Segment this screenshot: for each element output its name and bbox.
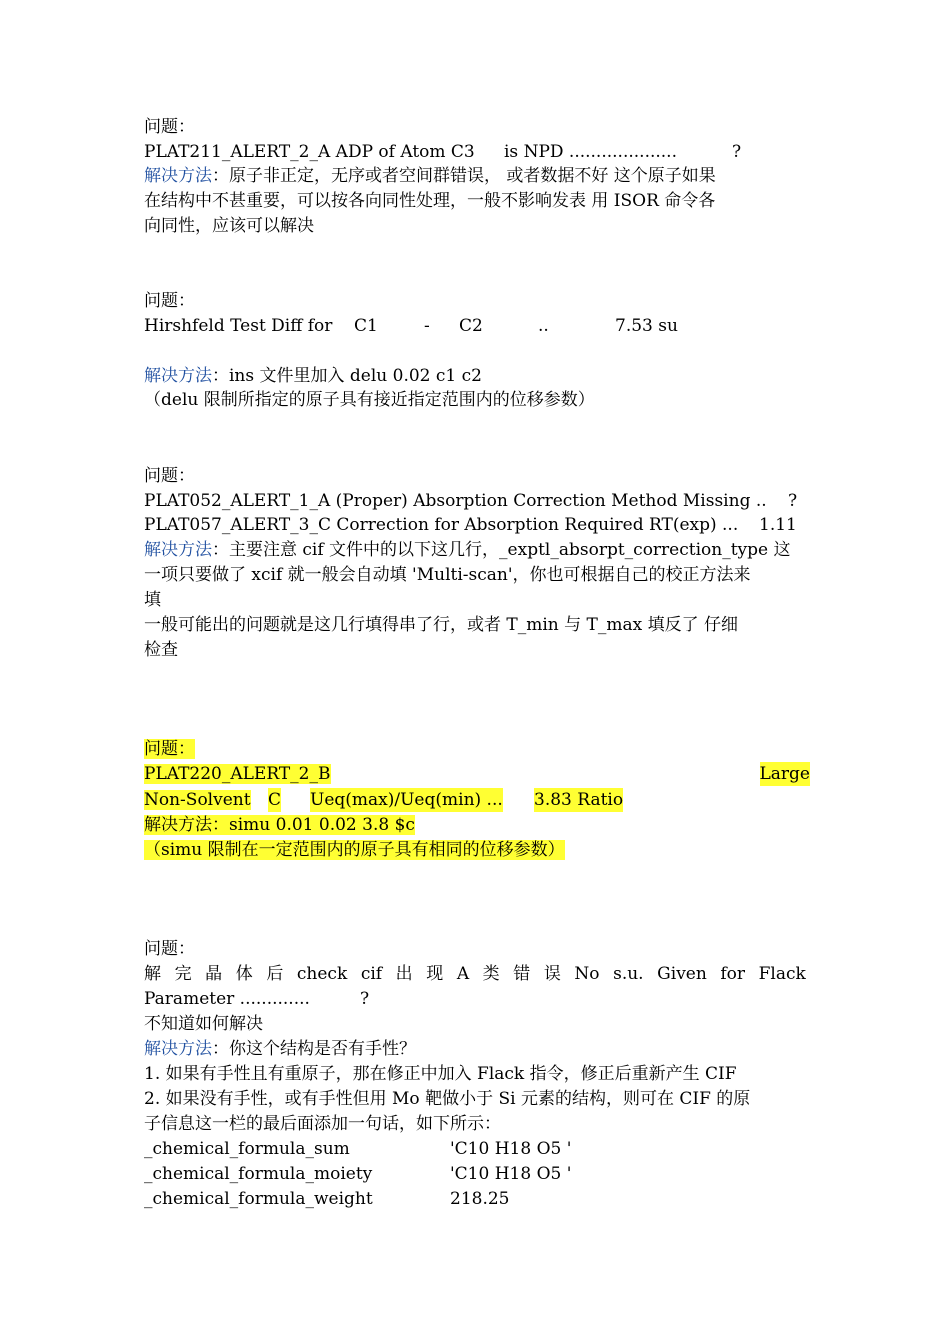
b4-non-solvent: Non-Solvent <box>144 790 251 810</box>
b3-question-label: 问题： <box>144 466 195 486</box>
b3-alert-1 <box>144 489 798 513</box>
b2-col-3: C2 <box>459 316 483 336</box>
b5-formula-row <box>144 1137 572 1161</box>
b3-alert-2 <box>144 513 797 537</box>
b5-unknown-line: 不知道如何解决 <box>144 1014 263 1034</box>
b2-solution-text: ：ins 文件里加入 delu 0.02 c1 c2 <box>212 366 482 386</box>
b4-detail-line <box>144 788 624 812</box>
b1-alert-q: ? <box>732 142 742 162</box>
b3-solution-line-2: 一项只要做了 xcif 就一般会自动填 'Multi-scan'，你也可根据自己的校正方法来 <box>144 565 751 585</box>
b5-formula-value: 'C10 H18 O5 ' <box>450 1164 572 1184</box>
b5-formula-row <box>144 1162 572 1186</box>
b5-formula-key: _chemical_formula_weight <box>144 1189 373 1209</box>
b5-question-line <box>144 962 806 986</box>
b4-ueq: Ueq(max)/Ueq(min) ... <box>310 790 503 810</box>
b5-word: 后 <box>266 964 284 984</box>
b5-parameter-q: ? <box>360 989 370 1009</box>
b2-question-label: 问题： <box>144 291 195 311</box>
b5-word: check <box>296 964 348 984</box>
b3-line-4: 一般可能出的问题就是这几行填得串了行，或者 T_min 与 T_max 填反了 仔细 <box>144 615 739 635</box>
b3-solution-label: 解决方法 <box>144 540 212 560</box>
b3-solution-line-1 <box>144 538 791 562</box>
b1-alert-tail: is NPD .................... <box>504 142 677 162</box>
b4-solution-text: 解决方法：simu 0.01 0.02 3.8 $c <box>144 815 415 835</box>
b5-question-label: 问题： <box>144 939 195 959</box>
b5-item-2: 2. 如果没有手性，或有手性但用 Mo 靶做小于 Si 元素的结构，则可在 CIF 的原 <box>144 1089 751 1109</box>
b5-formula-row <box>144 1187 510 1211</box>
b5-word: s.u. <box>613 964 644 984</box>
b2-solution-line <box>144 364 482 388</box>
b5-formula-key: _chemical_formula_sum <box>144 1139 350 1159</box>
b1-solution-text-1: ：原子非正定，无序或者空间群错误， 或者数据不好 这个原子如果 <box>212 166 716 186</box>
b5-word: 误 <box>543 964 561 984</box>
b5-word: 类 <box>482 964 500 984</box>
b4-atom-c: C <box>268 790 282 810</box>
b5-word: Flack <box>758 964 806 984</box>
b2-hirshfeld-line <box>144 314 678 338</box>
b4-alert-id: PLAT220_ALERT_2_B <box>144 764 331 784</box>
b4-solution-line <box>144 813 415 837</box>
b2-col-0: Hirshfeld Test Diff for <box>144 316 333 336</box>
b4-large: Large <box>759 764 810 784</box>
b3-alert-2-value: 1.11 <box>759 515 797 535</box>
b4-question-text: 问题： <box>144 739 195 759</box>
b5-formula-value: 218.25 <box>450 1189 510 1209</box>
b2-col-1: C1 <box>354 316 378 336</box>
b3-alert-1-text: PLAT052_ALERT_1_A (Proper) Absorption Correction Method Missing .. <box>144 491 767 511</box>
b5-parameter-line <box>144 987 370 1011</box>
b5-parameter-text: Parameter ............. <box>144 989 310 1009</box>
b1-solution-line-2: 在结构中不甚重要，可以按各向同性处理，一般不影响发表 用 ISOR 命令各 <box>144 191 716 211</box>
b1-solution-label: 解决方法 <box>144 166 212 186</box>
b5-word: 体 <box>235 964 253 984</box>
b1-alert-line <box>144 140 742 164</box>
b5-word: cif <box>360 964 383 984</box>
b1-question-label: 问题： <box>144 117 195 137</box>
b2-note: （delu 限制所指定的原子具有接近指定范围内的位移参数） <box>144 390 595 410</box>
b1-alert-id: PLAT211_ALERT_2_A ADP of Atom C3 <box>144 142 475 162</box>
b3-alert-1-value: ? <box>788 491 798 511</box>
b3-solution-text-1: ：主要注意 cif 文件中的以下这几行，_exptl_absorpt_correction_type 这 <box>212 540 791 560</box>
b5-item-1: 1. 如果有手性且有重原子，那在修正中加入 Flack 指令，修正后重新产生 CIF <box>144 1064 737 1084</box>
b5-solution-text: ：你这个结构是否有手性？ <box>212 1039 416 1059</box>
b4-note-text: （simu 限制在一定范围内的原子具有相同的位移参数） <box>144 840 565 860</box>
b5-word: 完 <box>174 964 192 984</box>
b2-col-2: - <box>424 316 430 336</box>
b2-col-4: .. <box>538 316 549 336</box>
b4-ratio: 3.83 Ratio <box>534 790 624 810</box>
b2-col-5: 7.53 su <box>615 316 678 336</box>
b5-word: 解 <box>144 964 161 984</box>
b1-solution-line-1 <box>144 164 716 188</box>
b5-word: 出 <box>395 964 413 984</box>
b3-solution-line-3: 填 <box>144 590 161 610</box>
b5-word: for <box>720 964 746 984</box>
b3-alert-2-text: PLAT057_ALERT_3_C Correction for Absorption Required RT(exp) ... <box>144 515 739 535</box>
b5-word: 现 <box>426 964 444 984</box>
b5-word: No <box>574 964 600 984</box>
b1-solution-line-3: 向同性，应该可以解决 <box>144 216 314 236</box>
b4-question-label <box>144 737 195 761</box>
b5-formula-key: _chemical_formula_moiety <box>144 1164 373 1184</box>
b5-word: 晶 <box>205 964 223 984</box>
b4-note-line <box>144 838 565 862</box>
b5-item-3: 子信息这一栏的最后面添加一句话，如下所示： <box>144 1114 501 1134</box>
b3-line-5: 检查 <box>144 640 178 660</box>
b5-formula-value: 'C10 H18 O5 ' <box>450 1139 572 1159</box>
b5-solution-label: 解决方法 <box>144 1039 212 1059</box>
b5-solution-line <box>144 1037 416 1061</box>
b5-word: A <box>456 964 470 984</box>
b5-word: 错 <box>513 964 531 984</box>
b4-alert-line <box>144 762 810 786</box>
b2-solution-label: 解决方法 <box>144 366 212 386</box>
b5-word: Given <box>657 964 707 984</box>
